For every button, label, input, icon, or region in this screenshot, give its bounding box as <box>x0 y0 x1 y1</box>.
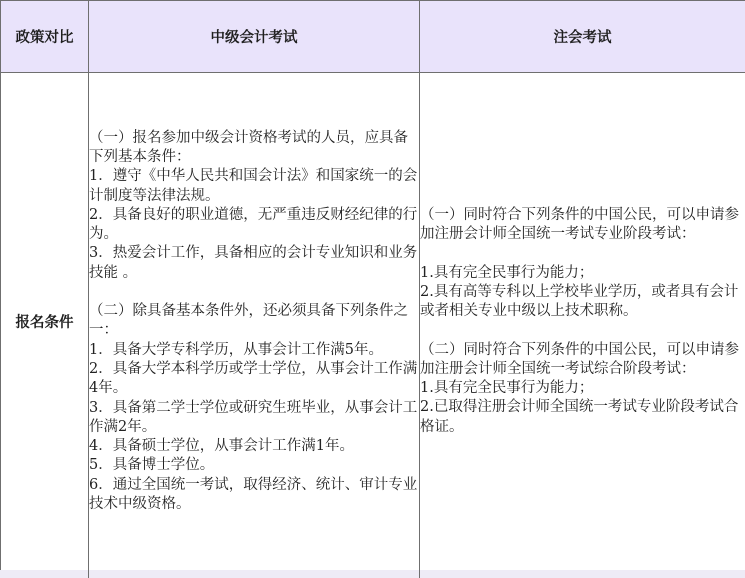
header-intermediate-accounting: 中级会计考试 <box>89 1 420 73</box>
intermediate-conditions-cell <box>89 73 420 571</box>
column-divider <box>419 570 420 578</box>
header-cpa-exam: 注会考试 <box>420 1 745 73</box>
intermediate-additional-conditions: （二）除具备基本条件外，还必须具备下列条件之一： 1．具备大学专科学历，从事会计工作满5年。 2．具备大学本科学历或学士学位，从事会计工作满4年。 3．具备第二学士学位或研究生班毕业，从事会计工作满2年。 4．具备硕士学位，从事会计工作满1年。 5．具备博士学位。 6．通过全国统一考试，取得经济、统计、审计专业技术中级资格。 <box>89 303 418 513</box>
next-row-strip <box>0 570 745 578</box>
column-divider <box>88 570 89 578</box>
intermediate-basic-conditions: （一）报名参加中级会计资格考试的人员，应具备下列基本条件： 1．遵守《中华人民共和国会计法》和国家统一的会计制度等法律法规。 2．具备良好的职业道德，无严重违反财经纪律的行为。 3．热爱会计工作，具备相应的会计专业知识和业务技能 。 <box>89 129 418 281</box>
table-row <box>1 73 745 571</box>
cpa-professional-conditions: 1.具有完全民事行为能力； 2.具有高等专科以上学校毕业学历，或者具有会计或者相关专业中级以上技术职称。 <box>420 264 739 320</box>
cpa-comprehensive-conditions: （二）同时符合下列条件的中国公民，可以申请参加注册会计师全国统一考试综合阶段考试： 1.具有完全民事行为能力； 2.已取得注册会计师全国统一考试专业阶段考试合格证。 <box>420 341 739 435</box>
cpa-conditions-cell <box>420 73 745 571</box>
row-label-eligibility: 报名条件 <box>1 73 89 571</box>
cpa-professional-intro: （一）同时符合下列条件的中国公民，可以申请参加注册会计师全国统一考试专业阶段考试： <box>420 207 739 243</box>
header-row <box>1 1 745 73</box>
header-policy-compare: 政策对比 <box>1 1 89 73</box>
